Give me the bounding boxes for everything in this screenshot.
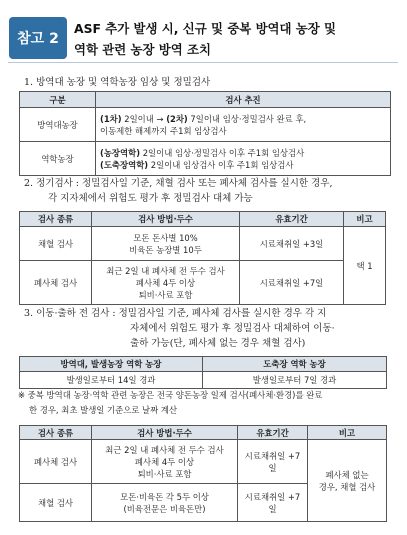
title-line-2: 역학 관련 농장 방역 조치 (74, 42, 211, 57)
note-line-1: 폐사체 없는 (325, 469, 369, 480)
inspection-type: 채혈 검사 (20, 484, 92, 522)
note-line-2: 경우, 채혈 검사 (318, 481, 376, 492)
inspection-type: 폐사체 검사 (20, 261, 92, 305)
footnote-line-2: 한 경우, 최초 발생일 기준으로 날짜 계산 (29, 405, 178, 415)
method-line: 모돈·비육돈 각 5두 이상 (120, 491, 209, 502)
method-line: 폐사체 4두 이상 (134, 456, 195, 467)
section-3-line-1: 3. 이동·출하 전 검사 : 정밀검사일 기준, 폐사체 검사를 실시한 경우 각 지 (24, 308, 327, 319)
table4-header-type: 검사 종류 (20, 426, 92, 440)
plan-slaughterhouse-epi: (도축장역학) (100, 159, 149, 170)
table-movement-inspection (19, 425, 387, 522)
reference-badge: 참고 2 (9, 17, 67, 59)
table4-header-note: 비고 (308, 426, 387, 440)
table1-header-plan: 검사 추진 (96, 92, 391, 108)
footnote (18, 388, 394, 418)
method-line: 비육돈 농장별 10두 (129, 244, 202, 255)
plan-farm-epi-detail: 2일이내 임상·정밀검사 이후 주1회 임상검사 (140, 147, 305, 158)
section-3-line-2: 자체에서 위험도 평가 후 정밀검사 대체하여 이동· (130, 323, 335, 334)
table3-header-slaughterhouse: 도축장 역학 농장 (203, 357, 387, 372)
table-regular-inspection (19, 211, 386, 305)
plan-first-deadline: 2일이내 → (121, 113, 167, 124)
section-1-title: 1. 방역대 농장 및 역학농장 임상 및 정밀검사 (24, 77, 211, 88)
table-row (20, 227, 386, 261)
section-3-line-3: 출하 가능(단, 폐사체 없는 경우 채혈 검사) (130, 338, 306, 349)
table-inspection-plan (19, 91, 391, 176)
table2-header-type: 검사 종류 (20, 212, 92, 227)
inspection-validity: 시료채취일 +7일 (238, 484, 308, 522)
plan-line-2: 이동제한 해제까지 주1회 임상검사 (100, 125, 227, 136)
method-line: 퇴비·사료 포함 (137, 468, 192, 479)
inspection-validity: 시료채취일 +7일 (240, 261, 344, 305)
method-line: (비육전문은 비육돈만) (123, 503, 206, 514)
method-line: 모돈 돈사별 10% (133, 232, 198, 243)
section-2-line-1: 2. 정기검사 : 정밀검사일 기준, 채혈 검사 또는 폐사체 검사를 실시한 경우, (24, 178, 333, 189)
plan-farm-epi: (농장역학) (100, 147, 141, 158)
method-line: 최근 2일 내 폐사체 전 두수 검사 (106, 265, 225, 276)
footnote-line-1: ※ 중복 방역대 농장·역학 관련 농장은 전국 양돈농장 일제 검사(폐사체·환경)를 완료 (18, 390, 323, 400)
row-label: 방역대농장 (20, 108, 96, 142)
table3-header-zone: 방역대, 발생농장 역학 농장 (20, 357, 203, 372)
method-line: 퇴비·사료 포함 (138, 289, 193, 300)
plan-slaughterhouse-epi-detail: 2일이내 임상검사 이후 주1회 임상검사 (148, 159, 294, 170)
plan-second-round: (2차) (166, 113, 188, 124)
plan-second-deadline: 7일이내 임상·정밀검사 완료 후, (187, 113, 307, 124)
inspection-method (92, 227, 240, 261)
section-2-title (24, 176, 402, 206)
inspection-validity: 시료채취일 +3일 (240, 227, 344, 261)
method-line: 최근 2일 내 폐사체 전 두수 검사 (105, 444, 224, 455)
table1-header-category: 구분 (20, 92, 96, 108)
table2-header-validity: 유효기간 (240, 212, 344, 227)
elapsed-zone: 발생일로부터 14일 경과 (20, 372, 203, 389)
inspection-validity: 시료채취일 +7일 (238, 440, 308, 484)
inspection-type: 채혈 검사 (20, 227, 92, 261)
inspection-method (92, 440, 238, 484)
table4-header-method: 검사 방법·두수 (92, 426, 238, 440)
method-line: 폐사체 4두 이상 (135, 277, 196, 288)
plan-first-round: (1차) (100, 113, 122, 124)
document-title (74, 18, 396, 60)
header (8, 10, 400, 68)
row-label: 역학농장 (20, 142, 96, 176)
table-row (20, 108, 391, 142)
table2-header-note: 비고 (344, 212, 386, 227)
section-2-line-2: 각 지자체에서 위험도 평가 후 정밀검사 대체 가능 (48, 193, 253, 204)
table-elapsed-period (19, 356, 387, 389)
inspection-note: 택 1 (344, 227, 386, 305)
inspection-note (308, 440, 387, 522)
table-row (20, 440, 387, 484)
title-line-1: ASF 추가 발생 시, 신규 및 중복 방역대 농장 및 (74, 21, 337, 36)
table2-header-method: 검사 방법·두수 (92, 212, 240, 227)
header-divider (8, 62, 398, 63)
inspection-method (92, 261, 240, 305)
row-plan (96, 142, 391, 176)
table4-header-validity: 유효기간 (238, 426, 308, 440)
table-row (20, 142, 391, 176)
inspection-method (92, 484, 238, 522)
table-row (20, 372, 387, 389)
elapsed-slaughterhouse: 발생일로부터 7일 경과 (203, 372, 387, 389)
section-3-title (24, 306, 402, 351)
row-plan (96, 108, 391, 142)
inspection-type: 폐사체 검사 (20, 440, 92, 484)
table-row (20, 261, 386, 305)
